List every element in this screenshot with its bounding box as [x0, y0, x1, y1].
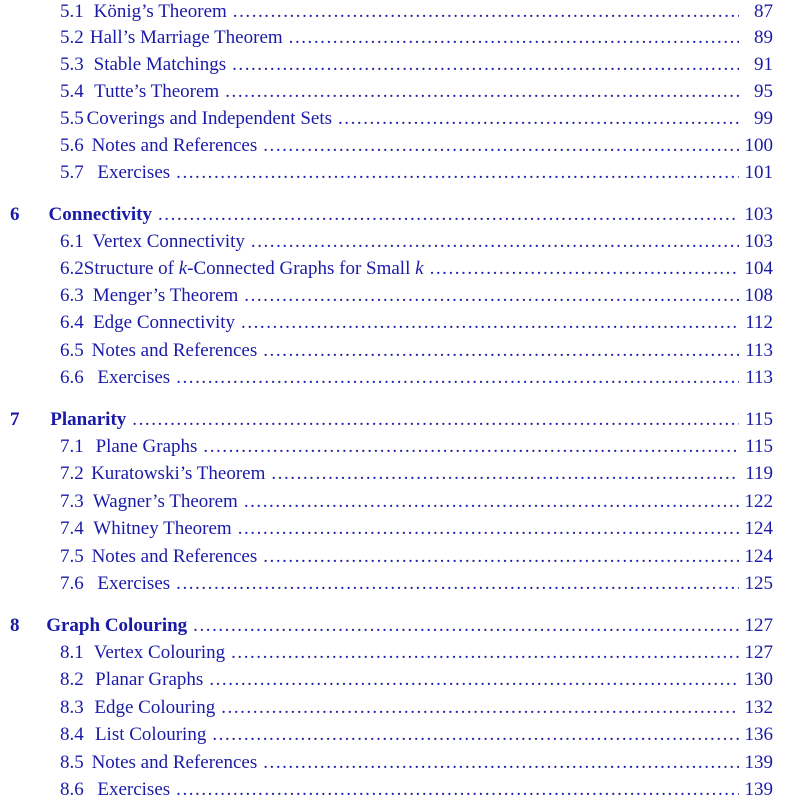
dot-leader	[244, 284, 738, 308]
toc-section-row[interactable]	[60, 53, 773, 77]
dot-leader	[241, 311, 739, 335]
toc-entry-number: 7.5	[60, 546, 84, 567]
toc-page-number[interactable]: 113	[745, 340, 773, 361]
toc-entry-number: 7.6	[60, 573, 84, 594]
dot-leader	[251, 230, 739, 254]
toc-section-row[interactable]	[60, 778, 773, 802]
toc-section-row[interactable]	[60, 435, 773, 459]
dot-leader	[158, 203, 739, 227]
toc-entry-title[interactable]: Kuratowski’s Theorem	[91, 463, 266, 484]
toc-page-number[interactable]: 115	[745, 436, 773, 457]
toc-entry-title[interactable]: Tutte’s Theorem	[94, 81, 220, 102]
dot-leader	[238, 517, 739, 541]
toc-page-number[interactable]: 103	[744, 204, 773, 225]
dot-leader	[231, 641, 738, 665]
dot-leader	[193, 614, 738, 638]
toc-section-row[interactable]	[60, 107, 773, 131]
toc-section-row[interactable]	[60, 490, 773, 514]
toc-page-number[interactable]: 139	[744, 752, 773, 773]
dot-leader	[203, 435, 739, 459]
toc-entry-number: 5.1	[60, 1, 84, 22]
toc-entry-number: 8.6	[60, 779, 84, 800]
toc-entry-title[interactable]: Vertex Colouring	[93, 642, 226, 663]
math-variable: k	[178, 258, 188, 279]
toc-entry-title[interactable]: Coverings and Independent Sets	[86, 108, 332, 129]
toc-section-row[interactable]	[60, 284, 773, 308]
toc-page-number[interactable]: 104	[744, 258, 773, 279]
toc-page-number[interactable]: 115	[745, 409, 773, 430]
toc-entry-number: 8.4	[60, 724, 84, 745]
dot-leader	[271, 462, 739, 486]
toc-entry-number: 8	[10, 615, 20, 636]
toc-section-row[interactable]	[60, 545, 773, 569]
dot-leader	[430, 257, 739, 281]
toc-entry-number: 5.6	[60, 135, 84, 156]
toc-section-row[interactable]	[60, 311, 773, 335]
toc-entry-number: 5.3	[60, 54, 84, 75]
dot-leader	[176, 161, 738, 185]
toc-entry-title[interactable]: Exercises	[97, 367, 171, 388]
toc-section-row[interactable]	[60, 723, 773, 747]
toc-section-row[interactable]	[60, 134, 773, 158]
toc-page-number[interactable]: 87	[754, 1, 773, 22]
toc-entry-number: 5.2	[60, 27, 84, 48]
toc-entry-title[interactable]: Notes and References	[91, 135, 258, 156]
toc-entry-number: 6.5	[60, 340, 84, 361]
dot-leader	[221, 696, 738, 720]
toc-entry-number: 8.1	[60, 642, 84, 663]
toc-page-number[interactable]: 136	[744, 724, 773, 745]
toc-page-number[interactable]: 130	[744, 669, 773, 690]
title-text-part: -Connected Graphs for Small	[187, 258, 416, 279]
toc-entry-title[interactable]: List Colouring	[94, 724, 207, 745]
dot-leader	[244, 490, 739, 514]
toc-entry-number: 6.1	[60, 231, 84, 252]
toc-entry-number: 6.6	[60, 367, 84, 388]
toc-entry-number: 7.2	[60, 463, 84, 484]
toc-entry-number: 6.2	[60, 258, 84, 279]
toc-section-row[interactable]	[60, 26, 773, 50]
toc-entry-number: 7.3	[60, 491, 84, 512]
dot-leader	[263, 545, 738, 569]
toc-section-row[interactable]	[60, 339, 773, 363]
toc-entry-title[interactable]: Edge Connectivity	[93, 312, 236, 333]
toc-entry-title[interactable]: Exercises	[97, 779, 171, 800]
toc-entry-number: 5.7	[60, 162, 84, 183]
toc-page-number[interactable]: 113	[745, 367, 773, 388]
toc-page-number[interactable]: 99	[754, 108, 773, 129]
toc-page-number[interactable]: 139	[744, 779, 773, 800]
toc-entry-number: 6	[10, 204, 20, 225]
toc-chapter-row[interactable]	[10, 203, 773, 227]
dot-leader	[289, 26, 739, 50]
toc-entry-number: 8.5	[60, 752, 84, 773]
toc-entry-title[interactable]: Hall’s Marriage Theorem	[89, 27, 283, 48]
toc-section-row[interactable]	[60, 0, 773, 24]
toc-entry-title[interactable]: Vertex Connectivity	[92, 231, 245, 252]
toc-page-number[interactable]: 124	[744, 518, 773, 539]
toc-entry-title[interactable]: Exercises	[97, 162, 171, 183]
toc-page-number[interactable]: 100	[744, 135, 773, 156]
dot-leader	[209, 668, 738, 692]
toc-entry-number: 5.4	[60, 81, 84, 102]
toc-entry-number: 7	[10, 409, 20, 430]
toc-entry-title[interactable]: Wagner’s Theorem	[92, 491, 238, 512]
toc-entry-title[interactable]: Plane Graphs	[95, 436, 198, 457]
toc-page-number[interactable]: 101	[744, 162, 773, 183]
toc-entry-title[interactable]: Whitney Theorem	[93, 518, 232, 539]
toc-section-row[interactable]	[60, 161, 773, 185]
toc-entry-title[interactable]: Edge Colouring	[94, 697, 216, 718]
toc-section-row[interactable]	[60, 641, 773, 665]
toc-section-row[interactable]	[60, 257, 773, 281]
toc-entry-number: 7.1	[60, 436, 84, 457]
dot-leader	[233, 0, 739, 24]
toc-entry-title[interactable]: Notes and References	[91, 752, 258, 773]
dot-leader	[338, 107, 739, 131]
dot-leader	[176, 572, 738, 596]
toc-entry-title[interactable]: Stable Matchings	[93, 54, 227, 75]
toc-entry-title[interactable]	[84, 257, 424, 281]
toc-section-row[interactable]	[60, 366, 773, 390]
toc-entry-number: 6.4	[60, 312, 84, 333]
toc-page-number[interactable]: 125	[744, 573, 773, 594]
toc-entry-number: 5.5	[60, 108, 84, 129]
dot-leader	[263, 134, 738, 158]
toc-entry-number: 6.3	[60, 285, 84, 306]
dot-leader	[225, 80, 739, 104]
dot-leader	[212, 723, 738, 747]
toc-section-row[interactable]	[60, 668, 773, 692]
toc-section-row[interactable]	[60, 80, 773, 104]
toc-page-number[interactable]: 124	[744, 546, 773, 567]
dot-leader	[132, 408, 739, 432]
toc-page-number[interactable]: 112	[745, 312, 773, 333]
toc-entry-title[interactable]: Exercises	[97, 573, 171, 594]
toc-entry-number: 8.2	[60, 669, 84, 690]
toc-entry-title[interactable]: Planar Graphs	[95, 669, 204, 690]
dot-leader	[176, 778, 738, 802]
toc-page-number[interactable]: 103	[744, 231, 773, 252]
dot-leader	[176, 366, 739, 390]
toc-page-number[interactable]: 91	[754, 54, 773, 75]
toc-entry-title[interactable]: Connectivity	[48, 204, 152, 225]
toc-section-row[interactable]	[60, 572, 773, 596]
math-variable: k	[415, 258, 424, 279]
toc-page-number[interactable]: 89	[754, 27, 773, 48]
toc-section-row[interactable]	[60, 230, 773, 254]
dot-leader	[232, 53, 739, 77]
toc-entry-number: 8.3	[60, 697, 84, 718]
toc-section-row[interactable]	[60, 462, 773, 486]
toc-entry-title[interactable]: Notes and References	[91, 340, 258, 361]
toc-page-number[interactable]: 122	[744, 491, 773, 512]
toc-chapter-row[interactable]	[10, 408, 773, 432]
toc-page-number[interactable]: 132	[744, 697, 773, 718]
toc-page-number[interactable]: 127	[744, 642, 773, 663]
toc-entry-title[interactable]: Planarity	[50, 409, 127, 430]
toc-entry-title[interactable]: König’s Theorem	[93, 1, 227, 22]
toc-section-row[interactable]	[60, 517, 773, 541]
toc-entry-title[interactable]: Menger’s Theorem	[92, 285, 239, 306]
toc-entry-title[interactable]: Graph Colouring	[46, 615, 188, 636]
title-text-part: Structure of	[83, 258, 179, 279]
toc-page-number[interactable]: 119	[745, 463, 773, 484]
dot-leader	[263, 339, 739, 363]
dot-leader	[263, 751, 738, 775]
toc-section-row[interactable]	[60, 696, 773, 720]
toc-section-row[interactable]	[60, 751, 773, 775]
toc-page-number[interactable]: 108	[744, 285, 773, 306]
toc-page-number[interactable]: 127	[744, 615, 773, 636]
toc-entry-number: 7.4	[60, 518, 84, 539]
toc-page-number[interactable]: 95	[754, 81, 773, 102]
toc-entry-title[interactable]: Notes and References	[91, 546, 258, 567]
toc-chapter-row[interactable]	[10, 614, 773, 638]
